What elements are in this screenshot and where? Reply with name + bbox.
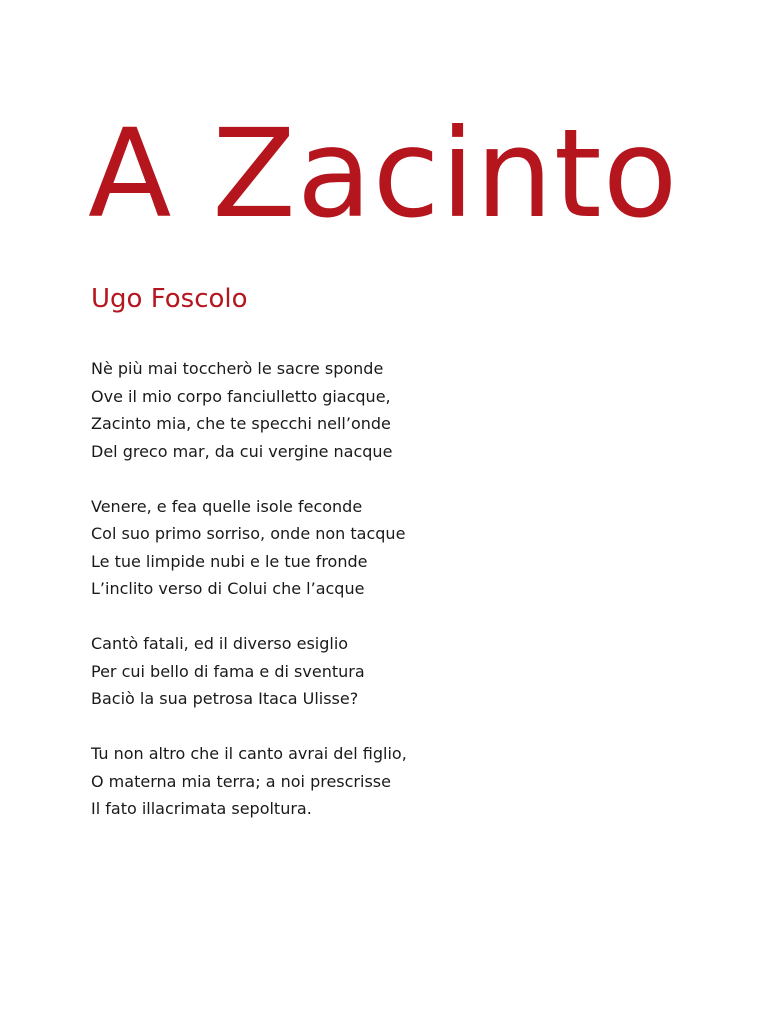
verse-line: Per cui bello di fama e di sventura bbox=[91, 661, 365, 681]
verse-line: L’inclito verso di Colui che l’acque bbox=[91, 579, 365, 598]
poem-title: A Zacinto bbox=[88, 103, 679, 245]
stanza-2 bbox=[91, 493, 691, 603]
verse-line: Tu non altro che il canto avrai del figlio, bbox=[91, 744, 407, 763]
poem-body bbox=[91, 355, 691, 850]
verse-line: Nè più mai toccherò le sacre sponde bbox=[91, 359, 384, 378]
verse-line: Il fato illacrimata sepoltura. bbox=[91, 799, 312, 818]
verse-line: Zacinto mia, che te specchi nell’onde bbox=[91, 414, 391, 433]
verse-line: Col suo primo sorriso, onde non tacque bbox=[91, 524, 406, 543]
stanza-1 bbox=[91, 355, 691, 465]
verse-line: Cantò fatali, ed il diverso esiglio bbox=[91, 634, 349, 653]
stanza-4 bbox=[91, 740, 691, 823]
stanza-3 bbox=[91, 630, 691, 713]
verse-line: Del greco mar, da cui vergine nacque bbox=[91, 441, 393, 461]
verse-line: Le tue limpide nubi e le tue fronde bbox=[91, 551, 368, 571]
verse-line: Baciò la sua petrosa Itaca Ulisse? bbox=[91, 689, 359, 708]
verse-line: Venere, e fea quelle isole feconde bbox=[91, 496, 363, 516]
verse-line: O materna mia terra; a noi prescrisse bbox=[91, 771, 391, 791]
poem-author: Ugo Foscolo bbox=[91, 284, 248, 314]
verse-line: Ove il mio corpo fanciulletto giacque, bbox=[91, 386, 391, 406]
